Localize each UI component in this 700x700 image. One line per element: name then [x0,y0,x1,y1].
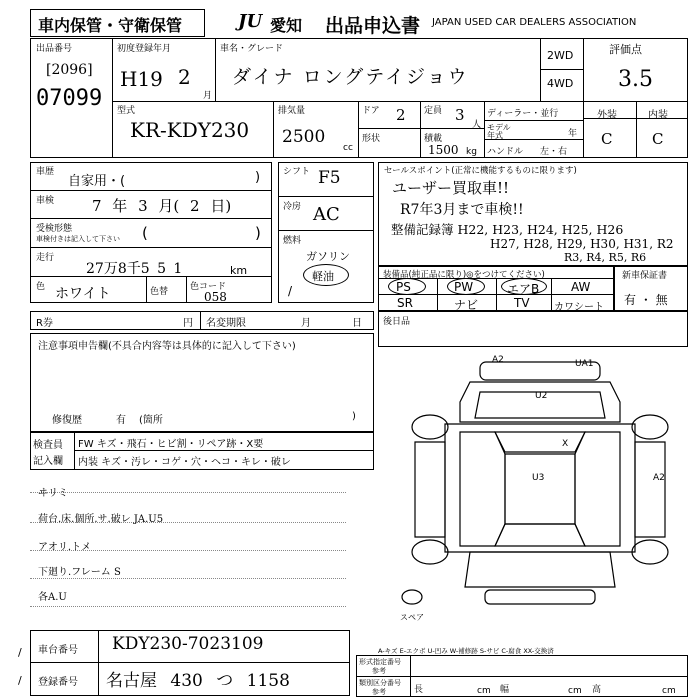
width-label: 幅 [500,685,510,695]
caution-label: 注意事項申告欄(不具合内容等は具体的に記入して下さい) [38,341,296,352]
category-ref: 参考 [372,688,386,696]
first-registration-year: H19 [120,67,163,91]
damage-mark-ua1: UA1 [575,359,594,369]
mileage-unit: km [230,264,248,277]
year-unit: 年 [568,129,578,139]
handle-label: ハンドル [487,147,524,157]
equipment-navi: ナビ [454,298,479,312]
fuel-gasoline: ガソリン [306,250,350,263]
grade-label: 評価点 [609,43,642,56]
memo-label: 記入欄 [33,456,63,467]
equipment-leather: カワシート [554,302,604,313]
doors-value: 2 [396,106,406,124]
name-grade-label: 車名・グレード [220,44,284,54]
mileage-label: 走行 [36,253,55,263]
exterior-label: 外装 [597,110,617,121]
equipment-tv: TV [514,296,530,310]
diagram-cab [445,424,635,552]
model-year-sub: 年式 [487,131,503,140]
grade-score: 3.5 [618,67,653,92]
load-value: 1500 [428,143,459,157]
length-unit: cm [477,686,491,696]
sales-point-line1: ユーザー買取車!! [392,179,510,197]
equipment-pw-circle [447,278,485,295]
recycle-yen: 円 [183,318,193,329]
first-registration-label: 初度登録年月 [117,44,172,54]
diagram-rear-window [495,524,585,546]
warranty-options: 有 ・ 無 [624,293,668,307]
model-value: KR-KDY230 [130,118,250,142]
name-grade-value: ダイナ ロングテイジョウ [232,66,469,88]
form-title: 出品申込書 [325,15,421,37]
top-grid [30,38,688,158]
sales-point-line4: H27, H28, H29, H30, H31, R2 [490,237,674,251]
shape-label: 形状 [362,134,381,144]
model-year-label: モデル [487,123,511,132]
recycle-label: R券 [36,318,53,329]
memo-line-4: 下廻り.フレーム S [38,567,121,578]
capacity-value: 3 [455,106,465,124]
name-change-month: 月 [301,318,311,329]
equipment-aw: AW [571,280,591,294]
acceptance-open: ( [142,224,148,242]
inspection-label: 車検 [36,196,55,206]
sales-point-label: セールスポイント(正常に機能するものに限ります) [384,166,577,176]
listing-number-label: 出品番号 [36,44,73,54]
designation-label: 形式指定番号 [359,658,401,666]
diagram-front-body [460,382,620,422]
plate-number-label: 登録番号 [38,677,78,688]
association-name: JAPAN USED CAR DEALERS ASSOCIATION [432,17,637,28]
recycle-box [30,311,374,330]
inspector-label: 検査員 [33,440,63,451]
capacity-label: 定員 [424,106,443,116]
displacement-label: 排気量 [278,106,306,116]
paint-label: 色替 [150,287,169,297]
drive-4wd: 4WD [547,77,574,90]
diagram-rear-bumper [485,590,595,604]
backdate-box [378,311,688,347]
frame-number-value: KDY230-7023109 [112,634,264,654]
repair-location: (箇所 [139,415,163,426]
memo-line-5: 各A.U [38,592,67,603]
color-value: ホワイト [55,286,111,302]
repair-close: ) [352,411,356,422]
ju-logo-icon: JU [238,11,263,32]
acceptance-note: 車検付きは記入して下さい [36,235,120,243]
interior-label: 内装 [648,110,668,121]
memo-line-1: ヰリミ [38,488,68,499]
backdate-label: 後日品 [383,317,411,327]
interior-line: 内装 キズ・汚レ・コゲ・穴・ヘコ・キレ・破レ [78,457,291,468]
sales-point-line2: R7年3月まで車検!! [400,202,524,218]
exterior-grade: C [601,130,613,148]
height-label: 高 [592,685,602,695]
designation-ref: 参考 [372,667,386,675]
damage-mark-a2-top: A2 [492,355,504,365]
shift-label: シフト [283,167,311,177]
capacity-unit: 人 [472,120,482,130]
sales-point-line3: 整備記録簿 H22, H23, H24, H25, H26 [391,222,624,237]
equipment-sr: SR [397,296,413,310]
ac-value: AC [313,204,340,225]
equipment-ps: PS [396,280,411,294]
displacement-value: 2500 [282,127,326,147]
diagram-rear-body [465,552,615,587]
color-label: 色 [36,282,46,292]
fw-line: FW キズ・飛石・ヒビ割・リペア跡・X要 [78,439,264,450]
doors-label: ドア [362,106,380,116]
acceptance-label: 受検形態 [36,224,73,234]
name-change-day: 日 [352,318,362,329]
lot-code: [2096] [46,62,93,78]
repair-value: 有 [116,415,126,426]
warranty-label: 新車保証書 [622,271,668,281]
memo-line-2: 荷台.床.個所.サ.破レ JA.U5 [38,514,164,525]
length-label: 長 [414,685,424,695]
month-unit: 月 [203,91,213,101]
shift-value: F5 [318,168,341,188]
fuel-label: 燃料 [283,236,302,246]
damage-mark-a2-side: A2 [653,473,665,483]
fuel-diesel: 軽油 [312,270,334,283]
model-label: 型式 [117,106,136,116]
dealer-label: ディーラー・並行 [487,109,559,119]
drive-2wd: 2WD [547,49,574,62]
repair-label: 修復歴 [52,415,82,426]
handle-options: 左・右 [540,147,568,157]
plate-number-value: 名古屋 430 つ 1158 [106,671,290,691]
equipment-label: 装備品(純正品に限り)◎をつけてください) [383,270,545,280]
damage-mark-x: X [562,439,569,449]
interior-grade: C [652,130,664,148]
load-unit: kg [466,147,477,157]
memo-line-3: アオリ.トメ [38,542,91,553]
history-value: 自家用・( [68,174,126,189]
logo-text: 愛知 [270,16,303,35]
storage-notice: 車内保管・守衛保管 [38,16,183,35]
displacement-unit: cc [343,143,353,153]
acceptance-close: ) [255,224,261,242]
spare-label: スペア [400,613,424,622]
height-unit: cm [662,686,676,696]
ac-label: 冷房 [283,202,302,212]
mileage-value: 27万8千5 5 1 [86,261,183,277]
equipment-airbag-circle [501,278,547,295]
vehicle-damage-diagram [400,352,670,627]
category-label: 類別区分番号 [359,679,401,687]
damage-mark-u3: U3 [532,473,545,483]
fuel-check-mark: / [288,284,293,298]
load-label: 積載 [424,134,443,144]
diagram-roof [505,454,575,524]
inspection-value: 7 年 3 月( 2 日) [92,197,232,215]
history-label: 車歴 [36,167,55,177]
first-registration-month: 2 [178,65,191,89]
damage-legend: A-キズ E-エクボ U-凹み W-補修跡 S-サビ C-腐食 XX-交換済 [378,647,554,655]
check-mark-1: / [18,646,22,659]
equipment-ps-circle [388,278,426,295]
sales-point-line5: R3, R4, R5, R6 [564,251,647,264]
frame-number-label: 車台番号 [38,645,78,656]
name-change-label: 名変期限 [206,318,246,329]
history-close: ) [255,170,261,185]
check-mark-2: / [18,674,22,687]
diagram-windshield [495,432,585,452]
color-code-value: 058 [204,290,227,304]
damage-mark-u2: U2 [535,391,548,401]
equipment-airbag: エアB [507,282,540,296]
equipment-pw: PW [454,280,474,294]
width-unit: cm [568,686,582,696]
lot-number: 07099 [36,86,103,111]
color-code-label: 色コード [190,282,227,292]
